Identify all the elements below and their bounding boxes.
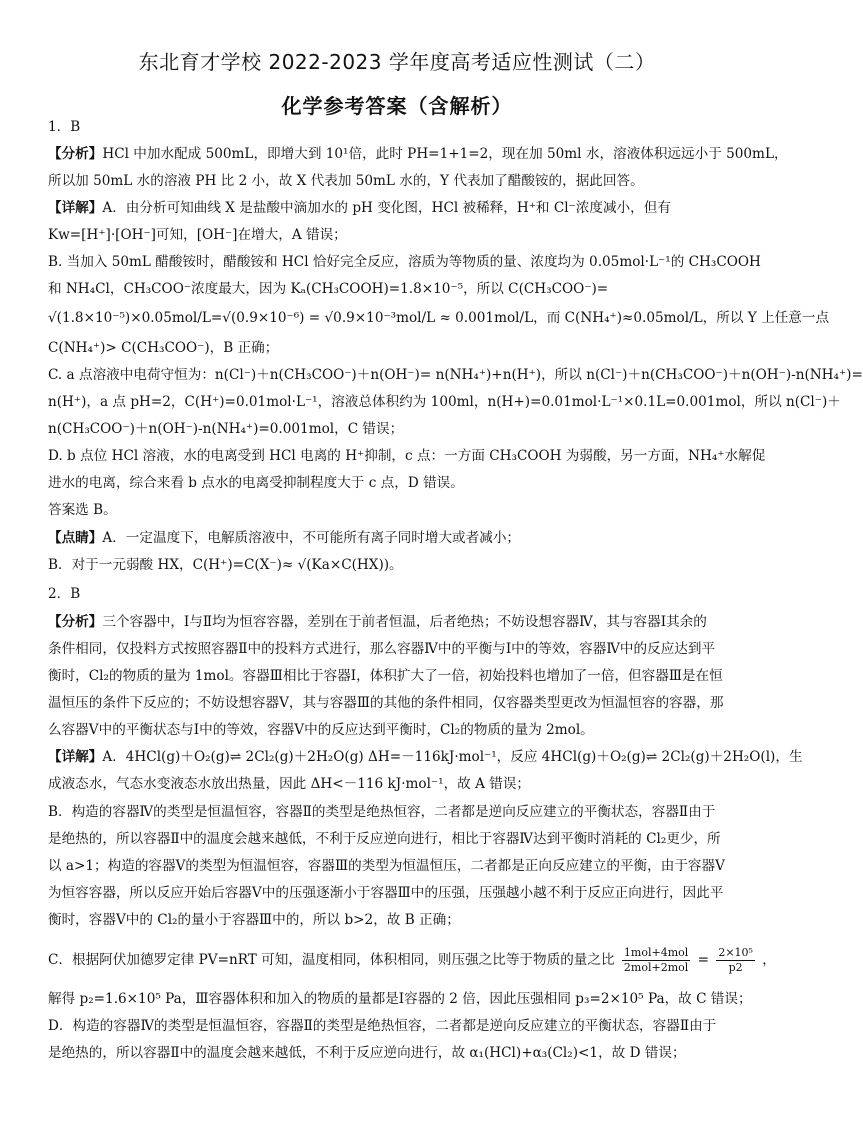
text-line: √(1.8×10⁻⁵)×0.05mol/L=√(0.9×10⁻⁶) = √0.9×10⁻³mol/L ≈ 0.001mol/L，而 C(NH₄⁺)≈0.05mol/L，所以 Y 上任意一点: [48, 310, 830, 326]
text-line: 衡时，Cl₂的物质的量为 1mol。容器Ⅲ相比于容器Ⅰ，体积扩大了一倍，初始投料也增加了一倍，但容器Ⅲ是在恒: [48, 668, 723, 684]
fraction-line: [48, 946, 776, 975]
answer-number-1: 1．B: [48, 119, 81, 135]
text-line: 【详解】A．由分析可知曲线 X 是盐酸中滴加水的 pH 变化图，HCl 被稀释，H⁺和 Cl⁻浓度减小，但有: [48, 200, 671, 216]
text-line: 进水的电离，综合来看 b 点水的电离受抑制程度大于 c 点，D 错误。: [48, 475, 464, 491]
text-line: Kw=[H⁺]·[OH⁻]可知，[OH⁻]在增大，A 错误；: [48, 227, 347, 243]
text-line: 么容器Ⅴ中的平衡状态与Ⅰ中的等效，容器Ⅴ中的反应达到平衡时，Cl₂的物质的量为 2mol。: [48, 722, 594, 738]
section-marker: 【分析】: [48, 146, 103, 162]
section-marker: 【详解】: [48, 200, 103, 216]
answer-number-2: 2．B: [48, 586, 81, 602]
document-title: 东北育才学校 2022-2023 学年度高考适应性测试（二）: [138, 50, 656, 74]
text-line: B. 当加入 50mL 醋酸铵时，醋酸铵和 HCl 恰好完全反应，溶质为等物质的量、浓度均为 0.05mol·L⁻¹的 CH₃COOH: [48, 254, 761, 270]
left-denominator: 2mol+2mol: [623, 960, 689, 974]
text-line: D. b 点位 HCl 溶液，水的电离受到 HCl 电离的 H⁺抑制，c 点：一方面 CH₃COOH 为弱酸，另一方面，NH₄⁺水解促: [48, 448, 766, 464]
text-line: C. a 点溶液中电荷守恒为：n(Cl⁻)＋n(CH₃COO⁻)＋n(OH⁻)= n(NH₄⁺)+n(H⁺)，所以 n(Cl⁻)＋n(CH₃COO⁻)＋n(OH⁻)-n(NH₄⁺)=: [48, 367, 863, 383]
right-fraction: [716, 946, 755, 975]
text-line: 条件相同，仅投料方式按照容器Ⅱ中的投料方式进行，那么容器Ⅳ中的平衡与Ⅰ中的等效，容器Ⅳ中的反应达到平: [48, 641, 716, 657]
right-numerator: 2×10⁵: [718, 946, 753, 959]
text-line: B．构造的容器Ⅳ的类型是恒温恒容，容器Ⅱ的类型是绝热恒容，二者都是逆向反应建立的平衡状态，容器Ⅱ由于: [48, 804, 716, 820]
text-line: 解得 p₂=1.6×10⁵ Pa，Ⅲ容器体积和加入的物质的量都是Ⅰ容器的 2 倍，因此压强相同 p₃=2×10⁵ Pa，故 C 错误；: [48, 991, 752, 1007]
text-line: 成液态水，气态水变液态水放出热量，因此 ΔH<－116 kJ·mol⁻¹，故 A 错误；: [48, 776, 531, 792]
text-line: 是绝热的，所以容器Ⅱ中的温度会越来越低，不利于反应逆向进行，故 α₁(HCl)+α₃(Cl₂)<1，故 D 错误；: [48, 1045, 686, 1061]
text-line: 【详解】A．4HCl(g)＋O₂(g)⇌ 2Cl₂(g)＋2H₂O(g) ΔH=－116kJ·mol⁻¹，反应 4HCl(g)＋O₂(g)⇌ 2Cl₂(g)＋2H₂O(l)，生: [48, 749, 803, 765]
text-line: n(CH₃COO⁻)＋n(OH⁻)-n(NH₄⁺)=0.001mol，C 错误；: [48, 421, 404, 437]
text-line: 【分析】三个容器中，Ⅰ与Ⅱ均为恒容容器，差别在于前者恒温，后者绝热；不妨设想容器Ⅳ，其与容器Ⅰ其余的: [48, 614, 707, 630]
fraction-line-text: C．根据阿伏加德罗定律 PV=nRT 可知，温度相同，体积相同，则压强之比等于物质的量之比: [48, 951, 615, 968]
document-subtitle: 化学参考答案（含解析）: [281, 94, 513, 118]
text-line: 以 a>1；构造的容器Ⅴ的类型为恒温恒容，容器Ⅲ的类型为恒温恒压，二者都是正向反应建立的平衡，由于容器Ⅴ: [48, 858, 725, 874]
text-line: 衡时，容器Ⅴ中的 Cl₂的量小于容器Ⅲ中的，所以 b>2，故 B 正确；: [48, 912, 460, 928]
text-line: 【分析】HCl 中加水配成 500mL，即增大到 10¹倍，此时 PH=1+1=2，现在加 50ml 水，溶液体积远远小于 500mL，: [48, 146, 788, 162]
text-line: 是绝热的，所以容器Ⅱ中的温度会越来越低，不利于反应逆向进行，相比于容器Ⅳ达到平衡时消耗的 Cl₂更少，所: [48, 831, 721, 847]
section-marker: 【详解】: [48, 749, 103, 765]
section-marker: 【点睛】: [48, 530, 103, 546]
right-denominator: p2: [728, 960, 743, 974]
text-line: C(NH₄⁺)> C(CH₃COO⁻)，B 正确；: [48, 340, 279, 356]
text-line: 温恒压的条件下反应的；不妨设想容器Ⅴ，其与容器Ⅲ的其他的条件相同，仅容器类型更改为恒温恒容的容器，那: [48, 695, 724, 711]
section-marker: 【分析】: [48, 614, 103, 630]
text-line: n(H⁺)，a 点 pH=2，C(H⁺)=0.01mol·L⁻¹，溶液总体积约为 100ml，n(H+)=0.01mol·L⁻¹×0.1L=0.001mol，所以 n(Cl⁻)＋: [48, 394, 841, 410]
text-line: 答案选 B。: [48, 502, 117, 518]
left-numerator: 1mol+4mol: [623, 946, 689, 959]
fraction-equals: =: [697, 951, 709, 968]
fraction-tail: ，: [762, 951, 776, 968]
text-line: 为恒容容器，所以反应开始后容器Ⅴ中的压强逐渐小于容器Ⅲ中的压强，压强越小越不利于反应正向进行，因此平: [48, 885, 724, 901]
text-line: 和 NH₄Cl，CH₃COO⁻浓度最大，因为 Kₐ(CH₃COOH)=1.8×10⁻⁵，所以 C(CH₃COO⁻)=: [48, 281, 609, 297]
left-fraction: [622, 946, 690, 975]
text-line: B．对于一元弱酸 HX，C(H⁺)=C(X⁻)≈ √(Ka×C(HX))。: [48, 557, 403, 573]
text-line: 所以加 50mL 水的溶液 PH 比 2 小，故 X 代表加 50mL 水的，Y 代表加了醋酸铵的，据此回答。: [48, 173, 644, 189]
text-line: 【点睛】A．一定温度下，电解质溶液中，不可能所有离子同时增大或者减小；: [48, 530, 521, 546]
text-line: D．构造的容器Ⅳ的类型是恒温恒容，容器Ⅱ的类型是绝热恒容，二者都是逆向反应建立的平衡状态，容器Ⅱ由于: [48, 1018, 717, 1034]
